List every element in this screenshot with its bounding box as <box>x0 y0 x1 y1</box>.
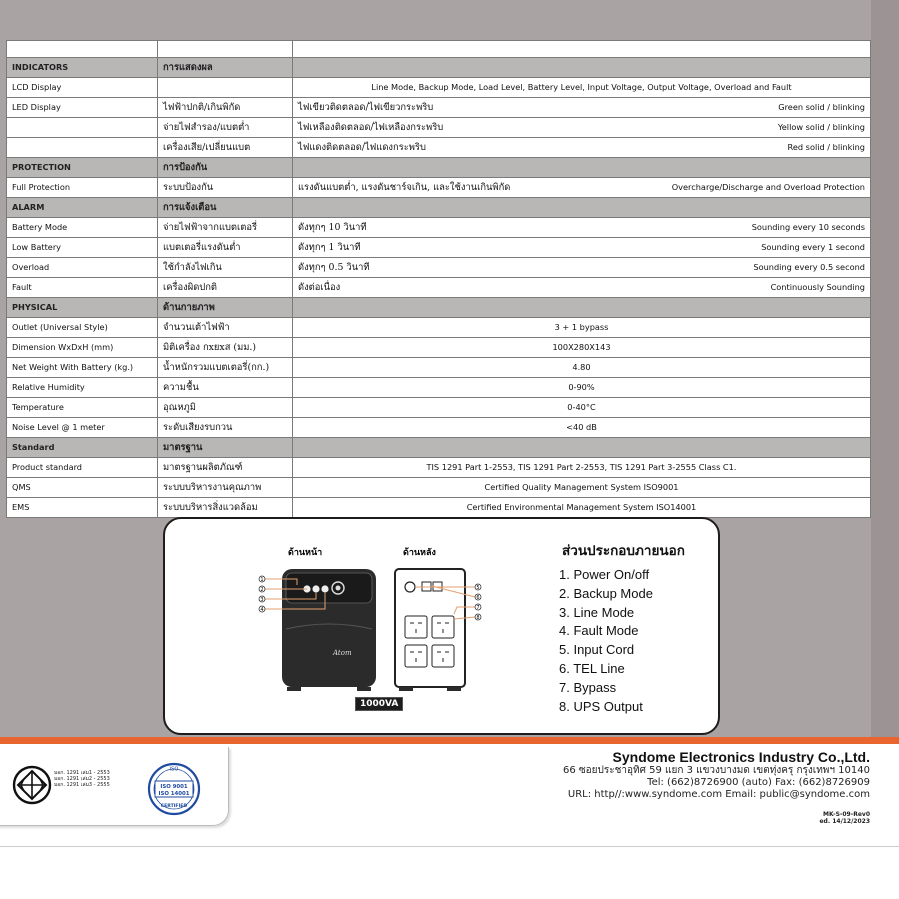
spec-value-english: Red solid / blinking <box>787 142 865 152</box>
model-badge: 1000VA <box>355 697 403 711</box>
table-cell <box>293 41 871 58</box>
spec-value-thai: ดังทุกๆ 10 วินาที <box>298 222 367 233</box>
spec-thai-cell: ระบบป้องกัน <box>158 178 293 198</box>
table-row <box>7 78 871 98</box>
certification-box <box>0 747 229 826</box>
spec-thai-cell: ความชื้น <box>158 378 293 398</box>
spec-value-thai: ดังทุกๆ 0.5 วินาที <box>298 262 370 273</box>
table-row <box>7 498 871 518</box>
led-line <box>312 585 319 592</box>
table-row <box>7 478 871 498</box>
tis-mark-icon <box>12 765 52 805</box>
spec-value-thai: ดังทุกๆ 1 วินาที <box>298 242 361 253</box>
spec-value-cell: 0-40°C <box>293 398 871 418</box>
callout-7: 7 <box>476 604 480 611</box>
spec-thai-cell: ใช้กำลังไฟเกิน <box>158 258 293 278</box>
spec-value-cell <box>293 438 871 458</box>
spec-thai-cell: การแสดงผล <box>158 58 293 78</box>
document-date: ed. 14/12/2023 <box>819 818 870 825</box>
iso-9001-label: ISO 9001 <box>160 784 188 790</box>
spec-value-english: Green solid / blinking <box>778 102 865 112</box>
spec-table <box>6 40 871 518</box>
spec-thai-cell: จ่ายไฟสำรอง/แบตต่ำ <box>158 118 293 138</box>
spec-label-cell: PROTECTION <box>7 158 158 178</box>
spec-label-cell: Net Weight With Battery (kg.) <box>7 358 158 378</box>
ups-front-view <box>259 569 376 691</box>
spec-value-cell <box>293 138 871 158</box>
table-row <box>7 218 871 238</box>
spec-value-cell <box>293 238 871 258</box>
spec-value-cell <box>293 278 871 298</box>
spec-label-cell: Dimension WxDxH (mm) <box>7 338 158 358</box>
spec-label-cell: Full Protection <box>7 178 158 198</box>
list-item: 3. Line Mode <box>559 604 635 620</box>
spec-value-english: Sounding every 1 second <box>761 242 865 252</box>
section-header-row <box>7 198 871 218</box>
spec-thai-cell: ระดับเสียงรบกวน <box>158 418 293 438</box>
spec-label-cell: QMS <box>7 478 158 498</box>
table-cell <box>158 41 293 58</box>
spec-value-english: Sounding every 0.5 second <box>753 262 865 272</box>
spec-value-cell: 3 + 1 bypass <box>293 318 871 338</box>
list-item: 6. TEL Line <box>559 660 625 676</box>
tis-line: มอก. 1291 เล่ม3 - 2555 <box>54 782 110 788</box>
spec-thai-cell: ด้านกายภาพ <box>158 298 293 318</box>
spec-thai-cell: ระบบบริหารสิ่งแวดล้อม <box>158 498 293 518</box>
spec-value-cell <box>293 298 871 318</box>
external-parts-panel <box>163 517 720 735</box>
spec-thai-cell: เครื่องผิดปกติ <box>158 278 293 298</box>
spec-thai-cell: การแจ้งเตือน <box>158 198 293 218</box>
spec-label-cell: LED Display <box>7 98 158 118</box>
spec-label-cell: EMS <box>7 498 158 518</box>
company-address: 66 ซอยประชาอุทิศ 59 แยก 3 แขวงบางมด เขตทุ่งครุ กรุงเทพฯ 10140 <box>562 765 870 776</box>
spec-value-cell: <40 dB <box>293 418 871 438</box>
table-row <box>7 278 871 298</box>
spec-value-cell: Certified Quality Management System ISO9001 <box>293 478 871 498</box>
spec-label-cell: Fault <box>7 278 158 298</box>
tis-line: มอก. 1291 เล่ม2 - 2553 <box>54 776 110 782</box>
callout-4: 4 <box>260 606 264 613</box>
section-header-row <box>7 58 871 78</box>
rear-view-label: ด้านหลัง <box>403 548 436 558</box>
ups-diagram <box>257 559 485 699</box>
spec-label-cell: Overload <box>7 258 158 278</box>
callout-2: 2 <box>260 586 264 593</box>
spec-thai-cell: เครื่องเสีย/เปลี่ยนแบต <box>158 138 293 158</box>
list-item: 8. UPS Output <box>559 698 643 714</box>
spec-value-cell <box>293 198 871 218</box>
spec-label-cell: Relative Humidity <box>7 378 158 398</box>
divider <box>0 846 899 847</box>
spec-thai-cell: น้ำหนักรวมแบตเตอรี่(กก.) <box>158 358 293 378</box>
list-item: 1. Power On/off <box>559 567 650 582</box>
list-item: 7. Bypass <box>559 679 617 695</box>
page-edge <box>871 0 899 740</box>
spec-value-cell: Certified Environmental Management System ISO14001 <box>293 498 871 518</box>
table-row <box>7 458 871 478</box>
company-name: Syndome Electronics Industry Co.,Ltd. <box>612 749 870 765</box>
callout-8: 8 <box>476 614 480 621</box>
spec-value-cell <box>293 178 871 198</box>
table-row <box>7 318 871 338</box>
table-cell <box>7 41 158 58</box>
spec-thai-cell: จำนวนเต้าไฟฟ้า <box>158 318 293 338</box>
table-row <box>7 98 871 118</box>
iso-label: ISO <box>169 766 179 773</box>
list-item: 4. Fault Mode <box>559 623 639 639</box>
spec-thai-cell: ไฟฟ้าปกติ/เกินพิกัด <box>158 98 293 118</box>
spec-value-thai: ดังต่อเนื่อง <box>298 282 341 293</box>
spec-label-cell: Noise Level @ 1 meter <box>7 418 158 438</box>
footer <box>0 744 899 846</box>
parts-title: ส่วนประกอบภายนอก <box>562 543 685 559</box>
spec-label-cell: INDICATORS <box>7 58 158 78</box>
table-row <box>7 238 871 258</box>
brand-logo: Atom <box>333 649 352 657</box>
spec-value-cell <box>293 118 871 138</box>
spec-value-cell <box>293 58 871 78</box>
document-code: MK-S-09-Rev0 <box>822 811 870 818</box>
spec-label-cell: LCD Display <box>7 78 158 98</box>
spec-value-cell <box>293 158 871 178</box>
section-header-row <box>7 158 871 178</box>
spec-label-cell <box>7 138 158 158</box>
company-web: URL: http//:www.syndome.com Email: public@syndome.com <box>567 789 870 800</box>
list-item: 2. Backup Mode <box>559 585 653 601</box>
table-row <box>7 138 871 158</box>
callout-1: 1 <box>260 576 264 583</box>
certified-label: CERTIFIED <box>160 804 188 809</box>
spec-thai-cell: มาตรฐาน <box>158 438 293 458</box>
spec-value-cell: 0-90% <box>293 378 871 398</box>
spec-value-english: Overcharge/Discharge and Overload Protection <box>671 182 865 192</box>
spec-value-english: Sounding every 10 seconds <box>751 222 865 232</box>
spec-value-thai: ไฟเหลืองติดตลอด/ไฟเหลืองกระพริบ <box>298 122 444 133</box>
table-row <box>7 398 871 418</box>
table-row <box>7 338 871 358</box>
spec-value-cell: TIS 1291 Part 1-2553, TIS 1291 Part 2-2553, TIS 1291 Part 3-2555 Class C1. <box>293 458 871 478</box>
spec-value-cell: Line Mode, Backup Mode, Load Level, Battery Level, Input Voltage, Output Voltage, Overload and Fault <box>293 78 871 98</box>
spec-thai-cell: ระบบบริหารงานคุณภาพ <box>158 478 293 498</box>
front-view-label: ด้านหน้า <box>288 548 323 558</box>
ups-rear-view <box>395 569 481 691</box>
spec-label-cell: Standard <box>7 438 158 458</box>
spec-thai-cell: การป้องกัน <box>158 158 293 178</box>
table-row <box>7 418 871 438</box>
callout-5: 5 <box>476 584 480 591</box>
spec-value-cell <box>293 258 871 278</box>
spec-label-cell: PHYSICAL <box>7 298 158 318</box>
spec-value-cell <box>293 218 871 238</box>
table-row <box>7 178 871 198</box>
iso-14001-label: ISO 14001 <box>158 791 190 797</box>
spec-thai-cell: มิติเครื่อง กxยxส (มม.) <box>158 338 293 358</box>
spec-label-cell: Low Battery <box>7 238 158 258</box>
section-header-row <box>7 438 871 458</box>
spec-label-cell: ALARM <box>7 198 158 218</box>
spec-thai-cell <box>158 78 293 98</box>
spec-thai-cell: จ่ายไฟฟ้าจากแบตเตอรี่ <box>158 218 293 238</box>
spec-thai-cell: มาตรฐานผลิตภัณฑ์ <box>158 458 293 478</box>
iso-badge <box>146 761 202 817</box>
company-info <box>563 749 870 825</box>
spec-value-thai: ไฟแดงติดตลอด/ไฟแดงกระพริบ <box>298 142 426 153</box>
section-header-row <box>7 298 871 318</box>
spec-value-english: Yellow solid / blinking <box>777 122 865 132</box>
spec-value-english: Continuously Sounding <box>770 282 865 292</box>
spec-value-cell <box>293 98 871 118</box>
table-row <box>7 118 871 138</box>
parts-list <box>559 566 653 716</box>
callout-3: 3 <box>260 596 264 603</box>
table-row <box>7 258 871 278</box>
spec-value-cell: 4.80 <box>293 358 871 378</box>
spec-label-cell: Battery Mode <box>7 218 158 238</box>
spec-value-cell: 100X280X143 <box>293 338 871 358</box>
tis-text <box>54 770 110 788</box>
spec-thai-cell: แบตเตอรี่แรงดันต่ำ <box>158 238 293 258</box>
led-fault <box>321 585 328 592</box>
table-row <box>7 358 871 378</box>
tis-line: มอก. 1291 เล่ม1 - 2553 <box>54 770 110 776</box>
spec-label-cell: Product standard <box>7 458 158 478</box>
table-row <box>7 378 871 398</box>
spec-value-thai: แรงดันแบตต่ำ, แรงดันชาร์จเกิน, และใช้งานเกินพิกัด <box>298 182 511 193</box>
list-item: 5. Input Cord <box>559 642 635 658</box>
accent-stripe <box>0 737 899 744</box>
company-phone: Tel: (662)8726900 (auto) Fax: (662)8726909 <box>647 777 870 788</box>
spec-thai-cell: อุณหภูมิ <box>158 398 293 418</box>
spec-label-cell: Outlet (Universal Style) <box>7 318 158 338</box>
callout-6: 6 <box>476 594 480 601</box>
spec-label-cell: Temperature <box>7 398 158 418</box>
spec-label-cell <box>7 118 158 138</box>
spec-value-thai: ไฟเขียวติดตลอด/ไฟเขียวกระพริบ <box>298 102 434 113</box>
